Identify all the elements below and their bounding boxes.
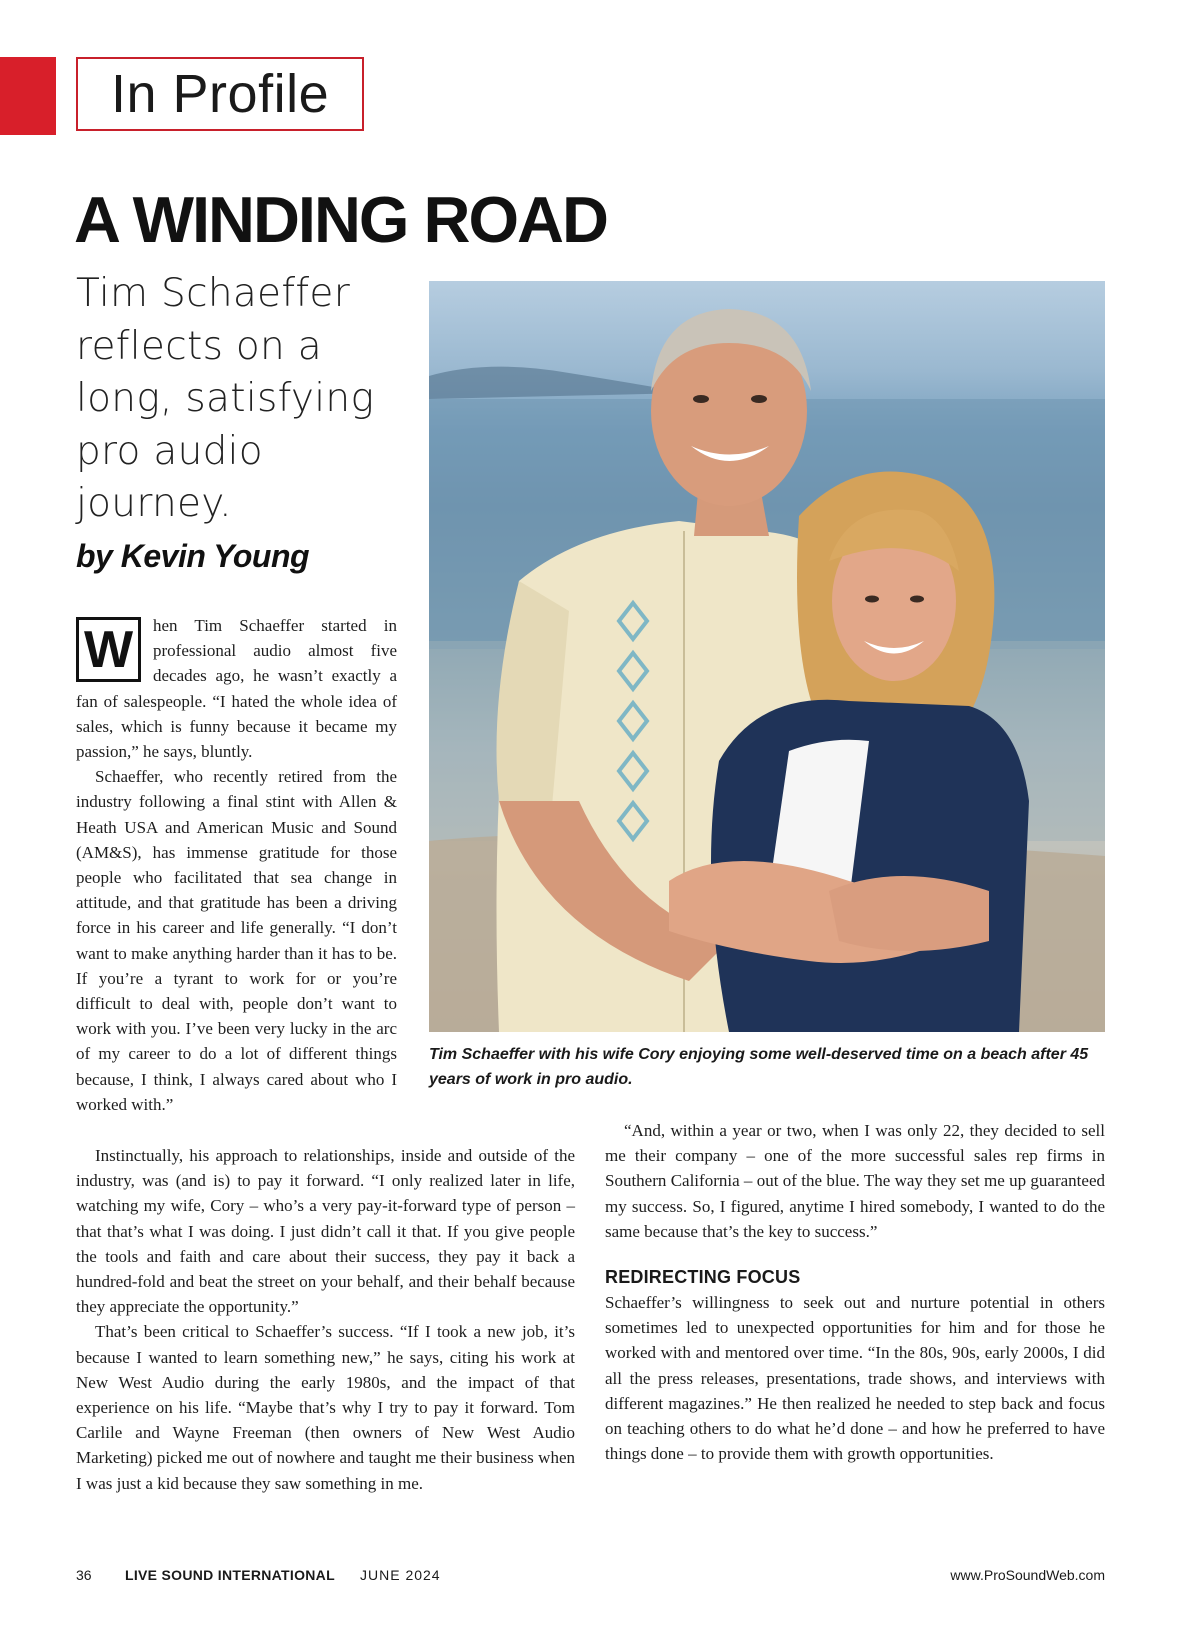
article-column-1 <box>76 613 397 1117</box>
paragraph-6: Schaeffer’s willingness to seek out and nurture potential in others sometimes led to unexpected opportunities for him and for those he worked with and mentored over time. “In the 80s, 90s, early 2000s, I did all the press releases, presentations, trade shows, and interviews with different magazines.” He then realized he needed to step back and focus on teaching others to do what he’d done – and how he preferred to have things done – to provide them with growth opportunities. <box>605 1293 1105 1464</box>
photo-caption: Tim Schaeffer with his wife Cory enjoying some well-deserved time on a beach after 45 years of work in pro audio. <box>429 1046 1089 1088</box>
issue-date: JUNE 2024 <box>360 1567 441 1583</box>
paragraph-3: Instinctually, his approach to relationships, inside and outside of the industry, was (and is) to pay it forward. “I only realized later in life, watching my wife, Cory – who’s a very pay-it-forward type of person – that that’s what I was doing. I just didn’t call it that. If you give people the tools and faith and care about their success, they pay it back a hundred-fold and beat the street on your behalf, and their behalf because they appreciate the opportunity.” <box>76 1146 575 1317</box>
paragraph-4: That’s been critical to Schaeffer’s success. “If I took a new job, it’s because I wanted to learn something new,” he says, citing his work at New West Audio during the early 1980s, and the impact of that experience on his life. “Maybe that’s why I try to pay it forward. Tom Carlile and Wayne Freeman (then owners of New West Audio Marketing) picked me out of nowhere and taught me their business when I was just a kid because they saw something in me. <box>76 1322 575 1493</box>
article-column-1-lower <box>76 1143 575 1496</box>
section-label: In Profile <box>111 64 330 124</box>
article-photo <box>429 281 1105 1032</box>
paragraph-5: “And, within a year or two, when I was only 22, they decided to sell me their company – one of the more successful sales rep firms in Southern California – out of the blue. The way they set me up guaranteed my success. So, I figured, anytime I hired somebody, I wanted to do the same because that’s the key to success.” <box>605 1121 1105 1241</box>
article-column-2 <box>605 1118 1105 1466</box>
article-deck: Tim Schaeffer reflects on a long, satisfying pro audio journey. <box>76 271 375 526</box>
article-byline: by Kevin Young <box>76 538 310 574</box>
section-color-tab <box>0 57 56 135</box>
section-subhead: REDIRECTING FOCUS <box>605 1267 801 1288</box>
page-number: 36 <box>76 1567 92 1583</box>
paragraph-2: Schaeffer, who recently retired from the industry following a final stint with Allen & Heath USA and American Music and Sound (AM&S), has immense gratitude for those people who facilitated that sea change in attitude, and that gratitude has been a driving force in his career and life generally. “I don’t want to make anything harder than it has to be. If you’re a tyrant to work for or you’re difficult to deal with, people don’t want to work with you. I’ve been very lucky in the arc of my career to do a lot of different things because, I think, I always cared about who I worked with.” <box>76 767 397 1114</box>
article-headline: A WINDING ROAD <box>74 183 607 256</box>
magazine-name: LIVE SOUND INTERNATIONAL <box>125 1567 335 1583</box>
section-label-box <box>76 57 364 131</box>
page-footer <box>76 1567 1105 1587</box>
paragraph-1: hen Tim Schaeffer started in professional audio almost five decades ago, he wasn’t exactly a fan of salespeople. “I hated the whole idea of sales, which is funny because it became my passion,” he says, bluntly. <box>76 616 397 762</box>
website-url: www.ProSoundWeb.com <box>950 1567 1105 1583</box>
drop-cap: W <box>76 617 141 682</box>
